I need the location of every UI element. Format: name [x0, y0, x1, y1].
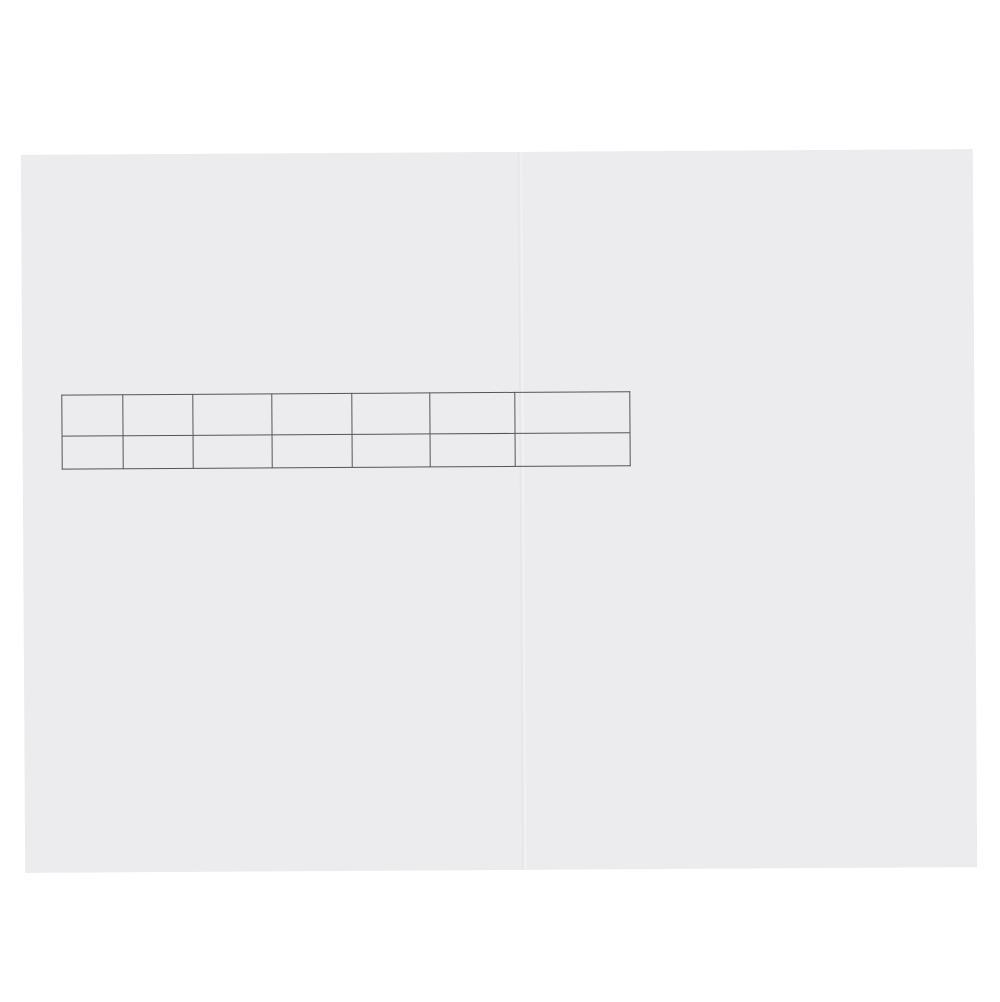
list-item	[62, 682, 942, 687]
decorative-stripes-bottom	[0, 962, 580, 1002]
table-header-cell	[62, 395, 123, 436]
warning-list	[62, 682, 942, 687]
table-cell	[515, 433, 630, 467]
list-item	[62, 682, 942, 687]
table-header-cell	[352, 393, 430, 434]
list-item	[63, 535, 949, 540]
list-item	[62, 682, 942, 687]
table-cell	[430, 433, 515, 467]
watermark-logo	[752, 940, 997, 996]
table-header-cell	[272, 393, 352, 434]
list-item	[62, 682, 942, 687]
list-item	[63, 535, 949, 540]
decorative-stripes-top	[392, 0, 1000, 24]
instruction-sheet	[21, 149, 977, 873]
table-row	[62, 433, 630, 469]
how-to-use-list	[63, 535, 953, 540]
table-cell	[272, 434, 352, 467]
table-cell	[352, 434, 430, 467]
paper-fold-line	[518, 152, 526, 870]
table-cell	[193, 435, 272, 468]
table-header-row	[62, 392, 630, 436]
table-header-cell	[430, 392, 515, 434]
list-item	[63, 535, 949, 540]
table-header-cell	[515, 392, 630, 434]
table-cell	[123, 435, 193, 468]
list-item	[62, 682, 942, 687]
list-item	[63, 535, 957, 540]
list-item	[62, 682, 942, 687]
introduction-text	[63, 230, 893, 235]
specifications-table	[61, 391, 630, 469]
list-item	[63, 535, 949, 540]
table-header-cell	[193, 394, 272, 435]
table-header-cell	[123, 394, 193, 435]
table-cell	[62, 436, 123, 469]
